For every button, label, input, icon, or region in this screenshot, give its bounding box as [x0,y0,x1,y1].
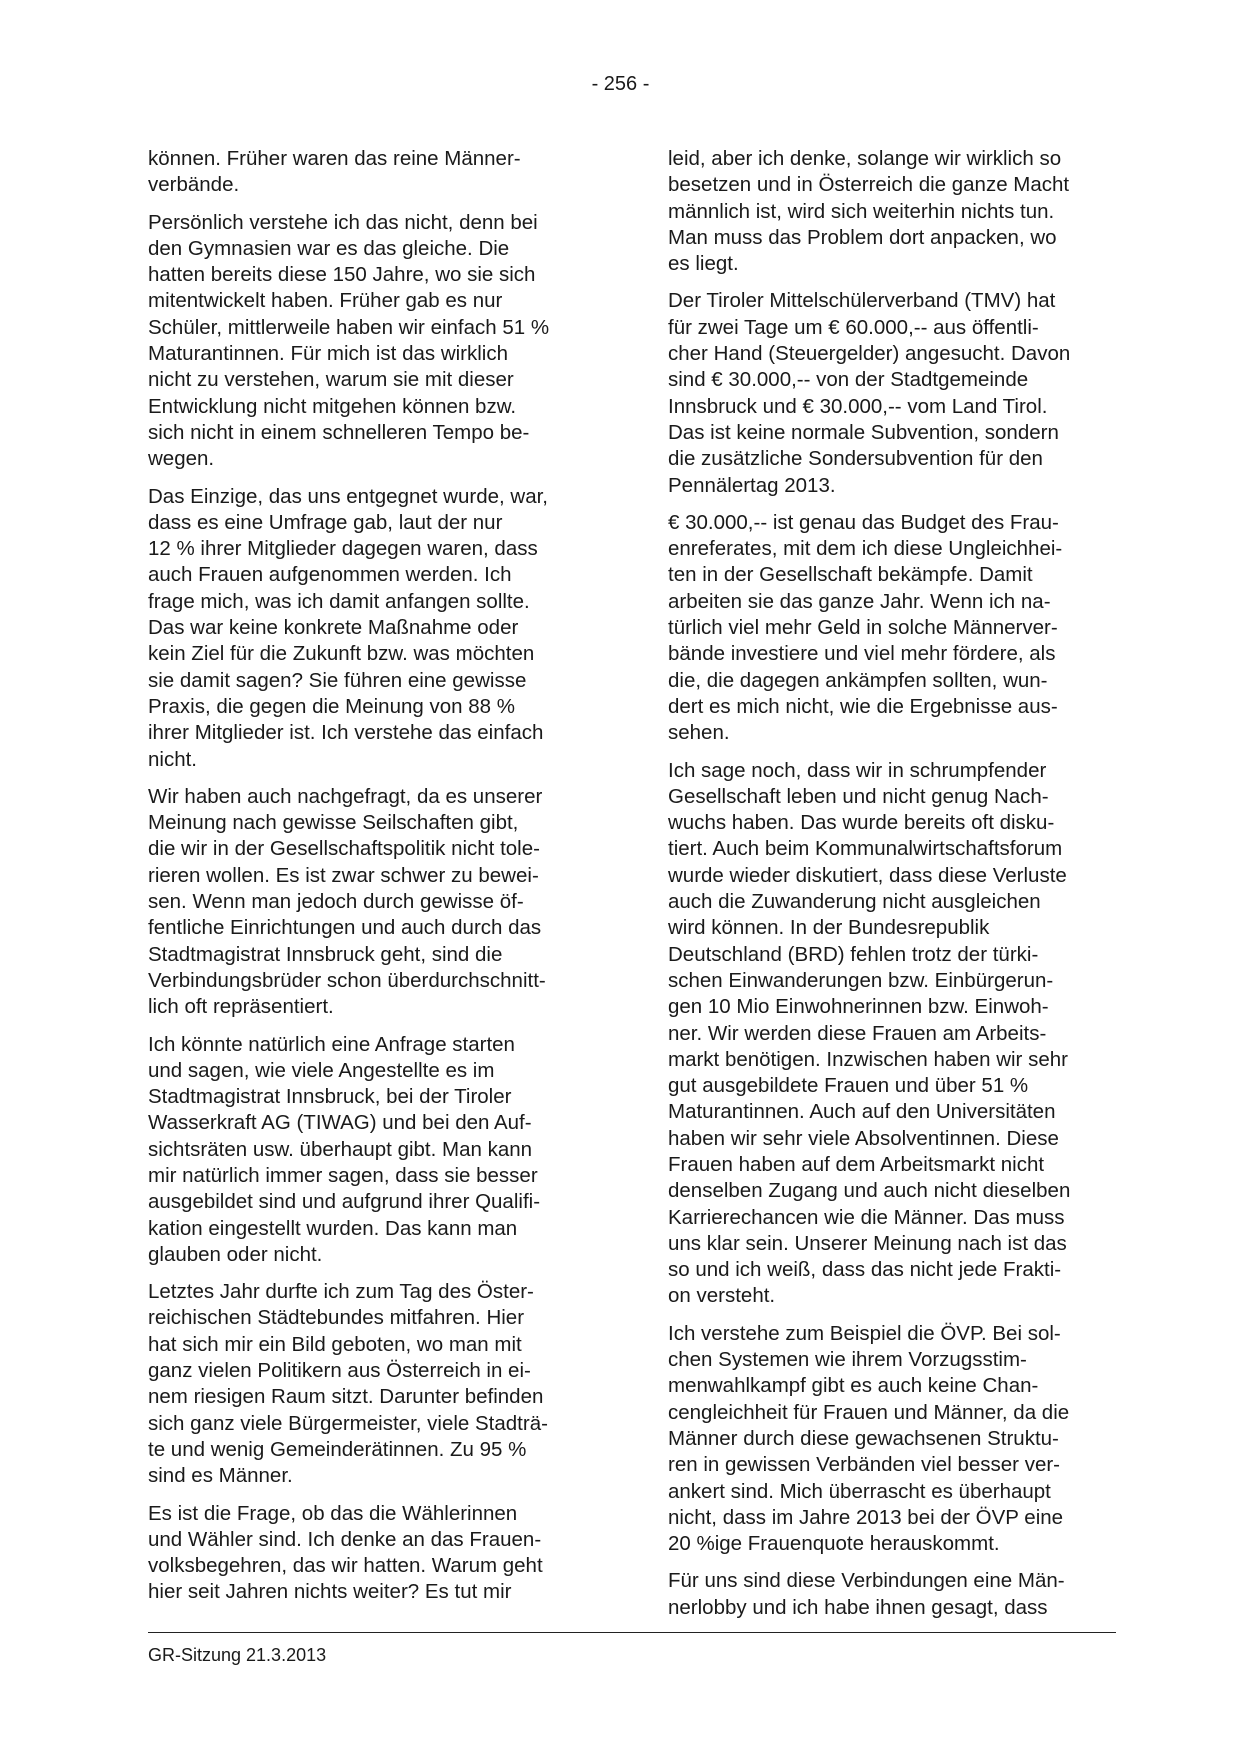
paragraph: Ich sage noch, dass wir in schrumpfender Gesellschaft leben und nicht genug Nach- wuchs haben. Das wurde bereits oft disku- tiert. Auch beim Kommunalwirtschaftsforum wurde wieder diskutiert, dass diese Verluste auch die Zuwanderung nicht ausgleichen wird können. In der Bundesrepublik Deutschland (BRD) fehlen trotz der türki- schen Einwanderungen bzw. Einbürgerun- gen 10 Mio Einwohnerinnen bzw. Einwoh- ner. Wir werden diese Frauen am Arbeits- markt benötigen. Inzwischen haben wir sehr gut ausgebildete Frauen und über 51 % Maturantinnen. Auch auf den Universitäten haben wir sehr viele Absolventinnen. Diese Frauen haben auf dem Arbeitsmarkt nicht denselben Zugang und auch nicht dieselben Karrierechancen wie die Männer. Das muss uns klar sein. Unserer Meinung nach ist das so und ich weiß, dass das nicht jede Frakti- on versteht. [668,758,1071,1308]
paragraph: leid, aber ich denke, solange wir wirklich so besetzen und in Österreich die ganze Macht männlich ist, wird sich weiterhin nichts tun. Man muss das Problem dort anpacken, wo es liegt. [668,147,1070,276]
paragraph: € 30.000,-- ist genau das Budget des Frau- enreferates, mit dem ich diese Ungleichhei- ten in der Gesellschaft bekämpfe. Damit arbeiten sie das ganze Jahr. Wenn ich na- türlich viel mehr Geld in solche Männerver- bände investiere und viel mehr fördere, als die, die dagegen ankämpfen sollten, wun- dert es mich nicht, wie die Ergebnisse aus- sehen. [668,510,1063,745]
paragraph: Wir haben auch nachgefragt, da es unserer Meinung nach gewisse Seilschaften gibt, die wir in der Gesellschaftspolitik nicht tole- rieren wollen. Es ist zwar schwer zu bewei- sen. Wenn man jedoch durch gewisse öf- fentliche Einrichtungen und auch durch das Stadtmagistrat Innsbruck geht, sind die Verbindungsbrüder schon überdurchschnitt- lich oft repräsentiert. [148,784,546,1019]
right-column [668,146,1113,1632]
paragraph: Letztes Jahr durfte ich zum Tag des Öster- reichischen Städtebundes mitfahren. Hier hat sich mir ein Bild geboten, wo man mit ganz vielen Politikern aus Österreich in ei- nem riesigen Raum sitzt. Darunter befinden sich ganz viele Bürgermeister, viele Stadträ- te und wenig Gemeinderätinnen. Zu 95 % sind es Männer. [148,1280,548,1488]
paragraph: Das Einzige, das uns entgegnet wurde, war, dass es eine Umfrage gab, laut der nur 12 % ihrer Mitglieder dagegen waren, dass auch Frauen aufgenommen werden. Ich frage mich, was ich damit anfangen sollte. Das war keine konkrete Maßnahme oder kein Ziel für die Zukunft bzw. was möchten sie damit sagen? Sie führen eine gewisse Praxis, die gegen die Meinung von 88 % ihrer Mitglieder ist. Ich verstehe das einfach nicht. [148,484,548,771]
paragraph: Ich könnte natürlich eine Anfrage starten und sagen, wie viele Angestellte es im Stadtmagistrat Innsbruck, bei der Tiroler Wasserkraft AG (TIWAG) und bei den Auf- sichtsräten usw. überhaupt gibt. Man kann mir natürlich immer sagen, dass sie besser ausgebildet sind und aufgrund ihrer Qualifi- kation eingestellt wurden. Das kann man glauben oder nicht. [148,1032,541,1266]
paragraph: Ich verstehe zum Beispiel die ÖVP. Bei sol- chen Systemen wie ihrem Vorzugsstim- menwahlkampf gibt es auch keine Chan- cengleichheit für Frauen und Männer, da die Männer durch diese gewachsenen Struktu- ren in gewissen Verbänden viel besser ver- ankert sind. Mich überrascht es überhaupt nicht, dass im Jahre 2013 bei der ÖVP eine 20 %ige Frauenquote herauskommt. [668,1321,1070,1556]
paragraph: können. Früher waren das reine Männer- verbände. [148,147,521,197]
footer-divider [148,1632,1116,1633]
footer-session-date: GR-Sitzung 21.3.2013 [148,1645,327,1665]
paragraph: Für uns sind diese Verbindungen eine Män- nerlobby und ich habe ihnen gesagt, dass [668,1569,1065,1619]
page-number: - 256 - [591,73,650,95]
paragraph: Es ist die Frage, ob das die Wählerinnen und Wähler sind. Ich denke an das Frauen- volksbegehren, das wir hatten. Warum geht hier seit Jahren nichts weiter? Es tut mir [148,1501,543,1604]
left-column [148,146,593,1617]
paragraph: Persönlich verstehe ich das nicht, denn bei den Gymnasien war es das gleiche. Die hatten bereits diese 150 Jahre, wo sie sich mitentwickelt haben. Früher gab es nur Schüler, mittlerweile haben wir einfach 51 % Maturantinnen. Für mich ist das wirklich nicht zu verstehen, warum sie mit dieser Entwicklung nicht mitgehen können bzw. sich nicht in einem schnelleren Tempo be- wegen. [148,210,550,471]
paragraph: Der Tiroler Mittelschülerverband (TMV) hat für zwei Tage um € 60.000,-- aus öffentli- cher Hand (Steuergelder) angesucht. Davon sind € 30.000,-- von der Stadtgemeinde Innsbruck und € 30.000,-- vom Land Tirol. Das ist keine normale Subvention, sondern die zusätzliche Sondersubvention für den Pennälertag 2013. [668,289,1071,497]
